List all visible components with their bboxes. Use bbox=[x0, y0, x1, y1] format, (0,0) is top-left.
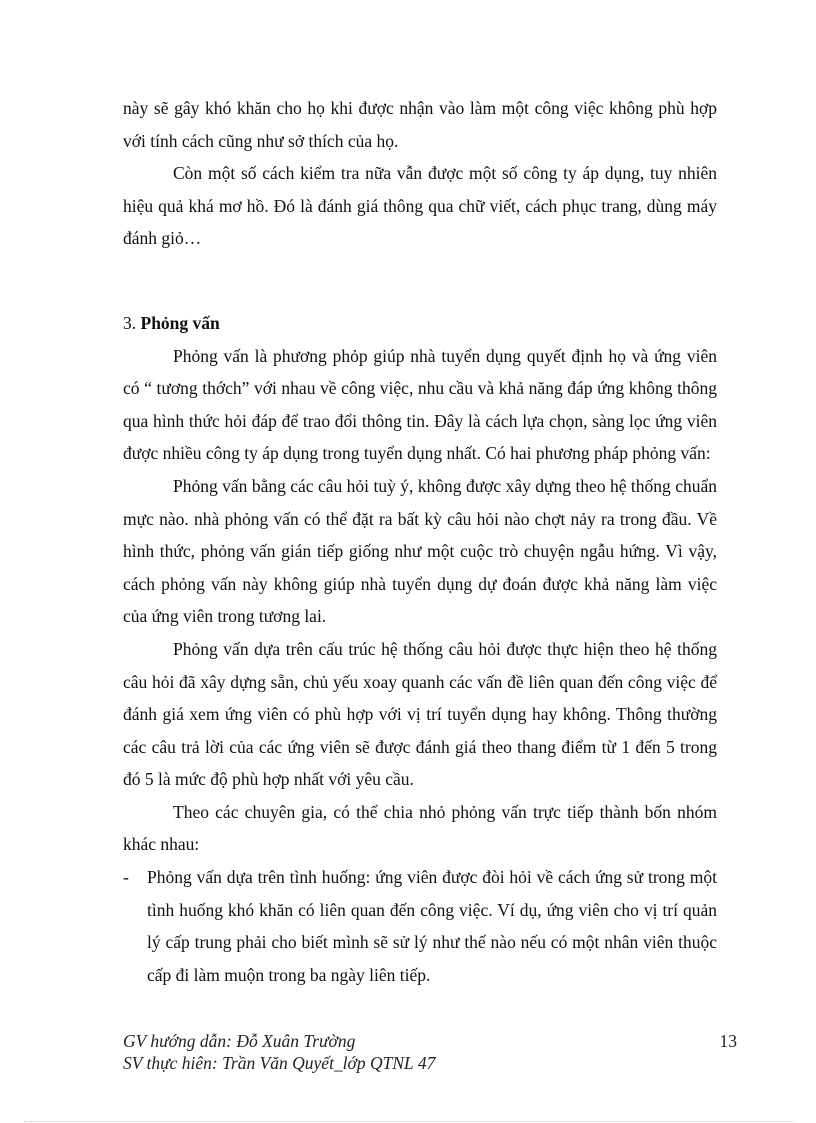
bullet-mark: - bbox=[123, 867, 129, 888]
page-bottom-divider bbox=[24, 1121, 794, 1122]
paragraph-2: Còn một số cách kiểm tra nữa vẫn được một số công ty áp dụng, tuy nhiên hiệu quả khá mơ hồ. Đó là đánh giá thông qua chữ viết, cách phục trang, dùng máy đánh giỏ… bbox=[123, 163, 717, 249]
spacer bbox=[123, 255, 717, 307]
bullet-text: Phỏng vấn dựa trên tình huống: ứng viên được đòi hỏi về cách ứng sử trong một tình huống khó khăn có liên quan đến công việc. Ví dụ, ứng viên cho vị trí quản lý cấp trung phải cho biết mình sẽ sử lý như thế nào nếu có một nhân viên thuộc cấp đi làm muộn trong ba ngày liên tiếp. bbox=[147, 867, 717, 985]
page-number: 13 bbox=[719, 1031, 737, 1051]
page-footer bbox=[123, 1030, 737, 1074]
section-heading bbox=[123, 307, 717, 340]
section-number: 3. bbox=[123, 312, 137, 333]
footer-student: SV thực hiên: Trần Văn Quyết_lớp QTNL 47 bbox=[123, 1053, 436, 1073]
footer-advisor: GV hướng dẫn: Đỗ Xuân Trường bbox=[123, 1031, 356, 1051]
paragraph-6: Theo các chuyên gia, có thể chia nhỏ phỏng vấn trực tiếp thành bốn nhóm khác nhau: bbox=[123, 801, 717, 855]
paragraph-3: Phỏng vấn là phương phỏp giúp nhà tuyển dụng quyết định họ và ứng viên có “ tương thớch” với nhau về công việc, nhu cầu và khả năng đáp ứng không thông qua hình thức hỏi đáp để trao đổi thông tin. Đây là cách lựa chọn, sàng lọc ứng viên được nhiều công ty áp dụng trong tuyển dụng nhất. Có hai phương pháp phỏng vấn: bbox=[123, 345, 717, 464]
section-title: Phỏng vấn bbox=[140, 312, 220, 333]
paragraph-5: Phỏng vấn dựa trên cấu trúc hệ thống câu hỏi được thực hiện theo hệ thống câu hỏi đã xây dựng sẵn, chủ yếu xoay quanh các vấn đề liên quan đến công việc để đánh giá xem ứng viên có phù hợp với vị trí tuyển dụng hay không. Thông thường các câu trả lời của các ứng viên sẽ được đánh giá theo thang điểm từ 1 đến 5 trong đó 5 là mức độ phù hợp nhất với yêu cầu. bbox=[123, 638, 717, 790]
body-text bbox=[123, 92, 717, 991]
paragraph-1: này sẽ gây khó khăn cho họ khi được nhận vào làm một công việc không phù hợp với tính cách cũng như sở thích của họ. bbox=[123, 98, 717, 151]
paragraph-4: Phỏng vấn bằng các câu hỏi tuỳ ý, không được xây dựng theo hệ thống chuẩn mực nào. nhà phỏng vấn có thể đặt ra bất kỳ câu hỏi nào chợt nảy ra trong đầu. Về hình thức, phỏng vấn gián tiếp giống như một cuộc trò chuyện ngẫu hứng. Vì vậy, cách phỏng vấn này không giúp nhà tuyển dụng dự đoán được khả năng làm việc của ứng viên trong tương lai. bbox=[123, 475, 717, 627]
bullet-item-1 bbox=[123, 861, 717, 991]
